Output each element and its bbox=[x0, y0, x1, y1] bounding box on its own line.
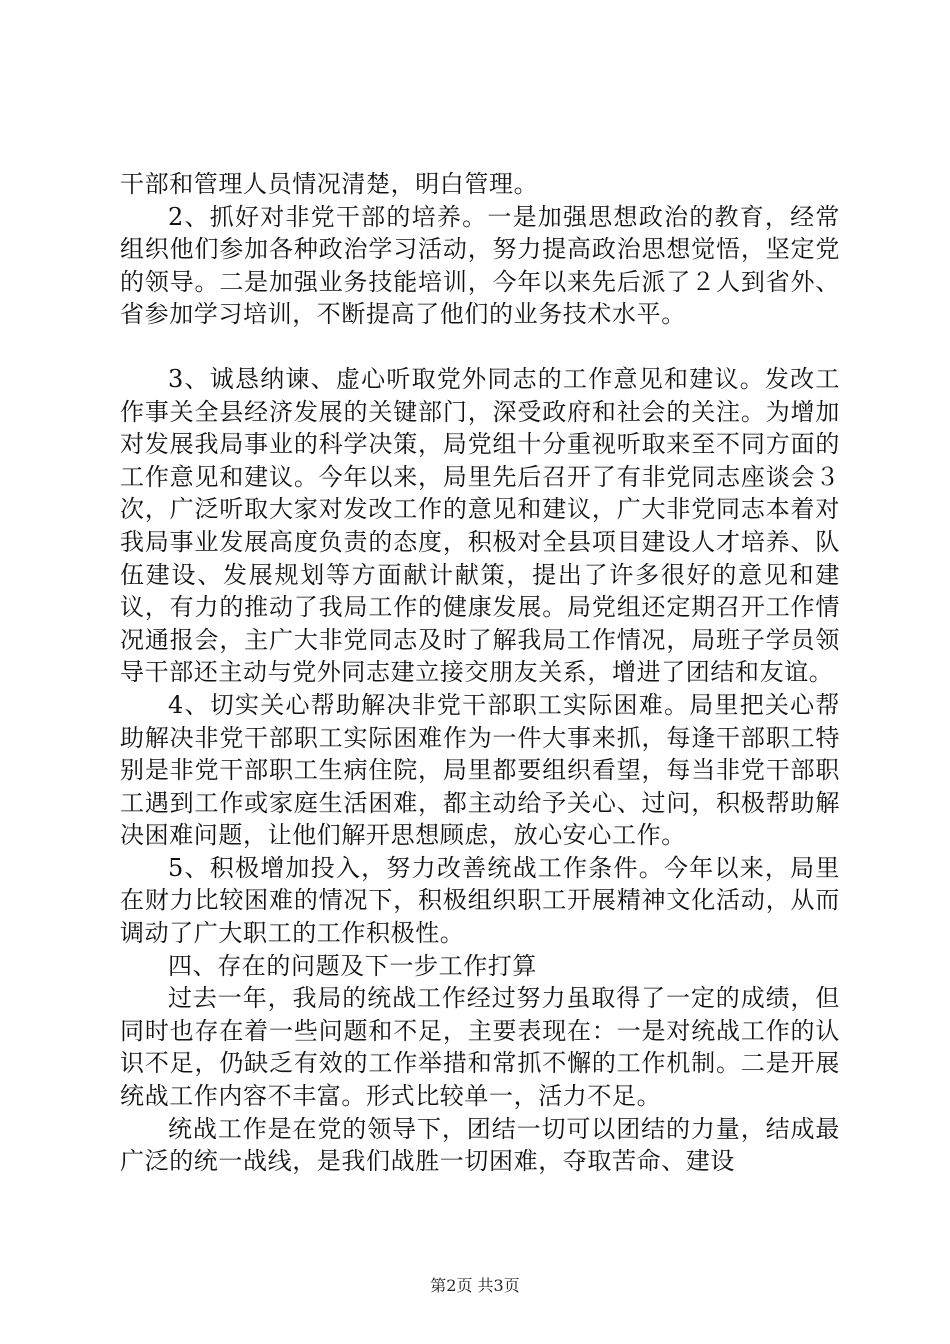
paragraph-spacer bbox=[120, 331, 840, 363]
section-heading-4: 四、存在的问题及下一步工作打算 bbox=[168, 951, 537, 980]
document-body bbox=[120, 168, 840, 1178]
paragraph-united-front: 统战工作是在党的领导下，团结一切可以团结的力量，结成最广泛的统一战线，是我们战胜一切困难，夺取苦命、建设 bbox=[120, 1114, 840, 1176]
paragraph-item-4: 4、切实关心帮助解决非党干部职工实际困难。局里把关心帮助解决非党干部职工实际困难作为一件大事来抓，每逢干部职工特别是非党干部职工生病住院，局里都要组织看望，每当非党干部职工遇到工作或家庭生活困难，都主动给予关心、过问，积极帮助解决困难问题，让他们解开思想顾虑，放心安心工作。 bbox=[120, 690, 840, 850]
paragraph-continuation: 干部和管理人员情况清楚，明白管理。 bbox=[120, 170, 539, 198]
paragraph-item-3: 3、诚恳纳谏、虚心听取党外同志的工作意见和建议。发改工作事关全县经济发展的关键部门，深受政府和社会的关注。为增加对发展我局事业的科学决策，局党组十分重视听取来至不同方面的工作意见和建议。今年以来，局里先后召开了有非党同志座谈会３次，广泛听取大家对发改工作的意见和建议，广大非党同志本着对我局事业发展高度负责的态度，积极对全县项目建设人才培养、队伍建设、发展规划等方面献计献策，提出了许多很好的意见和建议，有力的推动了我局工作的健康发展。局党组还定期召开工作情况通报会，主广大非党同志及时了解我局工作情况，局班子学员领导干部还主动与党外同志建立接交朋友关系，增进了团结和友谊。 bbox=[120, 364, 840, 687]
paragraph-item-2: 2、抓好对非党干部的培养。一是加强思想政治的教育，经常组织他们参加各种政治学习活动，努力提高政治思想觉悟，坚定党的领导。二是加强业务技能培训，今年以来先后派了２人到省外、省参加学习培训，不断提高了他们的业务技术水平。 bbox=[120, 202, 840, 329]
paragraph-item-5: 5、积极增加投入，努力改善统战工作条件。今年以来，局里在财力比较困难的情况下，积极组织职工开展精神文化活动，从而调动了广大职工的工作积极性。 bbox=[120, 853, 840, 948]
paragraph-problems: 过去一年，我局的统战工作经过努力虽取得了一定的成绩，但同时也存在着一些问题和不足，主要表现在：一是对统战工作的认识不足，仍缺乏有效的工作举措和常抓不懈的工作机制。二是开展统战工作内容不丰富。形式比较单一，活力不足。 bbox=[120, 984, 840, 1111]
page-number-footer: 第2页 共3页 bbox=[430, 1276, 520, 1295]
